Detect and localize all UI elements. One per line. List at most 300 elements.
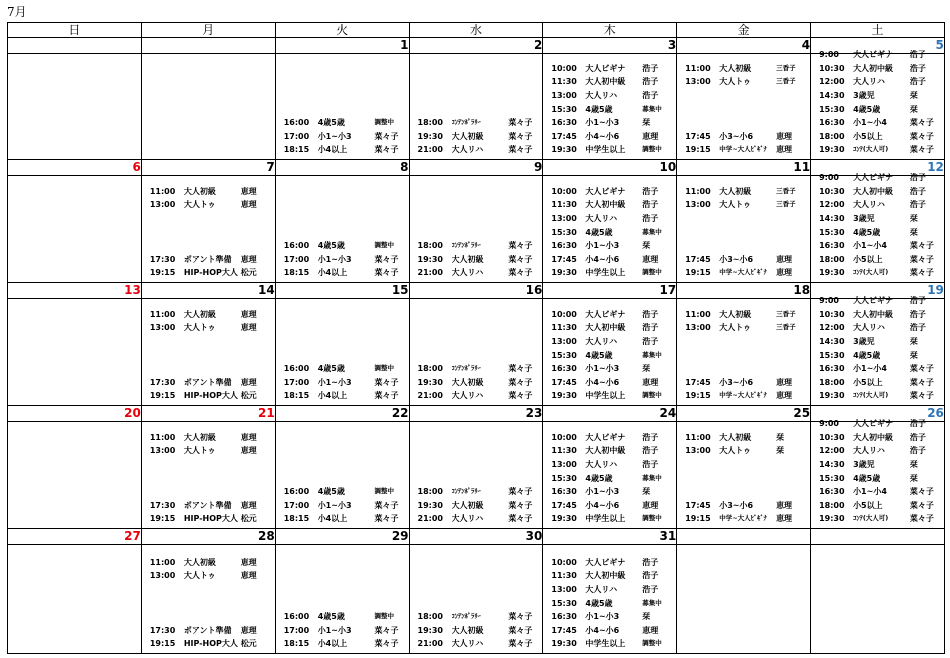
week-body-row: [8, 176, 945, 283]
date-number: 19: [811, 283, 945, 299]
lesson-time: 17:30: [149, 625, 176, 635]
lesson-entry: [276, 253, 409, 267]
day-cell: [811, 545, 945, 654]
lesson-time: [142, 349, 184, 363]
lesson-entry: [410, 362, 543, 376]
lesson-time: 13:00: [685, 446, 711, 456]
lesson-list: [543, 308, 676, 403]
lesson-entry: [410, 266, 543, 280]
lesson-class: 大人初級: [451, 131, 484, 141]
lesson-instructor: 浩子: [909, 432, 926, 442]
lesson-instructor: 菜々子: [508, 639, 533, 649]
lesson-time: 21:00: [417, 145, 443, 155]
lesson-time: 11:30: [551, 446, 577, 456]
lesson-instructor: [241, 362, 275, 376]
lesson-class: 大人初中級: [585, 200, 626, 210]
lesson-class: 大人リハ: [451, 391, 484, 401]
lesson-class: 小1~小3: [317, 377, 352, 387]
weekday-sun: 日: [8, 23, 142, 38]
lesson-entry: [543, 226, 676, 240]
lesson-instructor: 浩子: [642, 446, 659, 456]
lesson-instructor: 菜々子: [508, 500, 533, 510]
lesson-entry: [410, 143, 543, 157]
lesson-class: 大人リハ: [585, 91, 618, 101]
day-cell: [811, 296, 945, 406]
lesson-entry: [677, 62, 810, 76]
lesson-entry: [677, 512, 810, 526]
lesson-entry: [677, 321, 810, 335]
lesson-time: 19:30: [551, 639, 577, 649]
lesson-time: 15:30: [551, 350, 577, 360]
lesson-instructor: 調整中: [642, 639, 662, 648]
date-number: 7: [141, 160, 275, 176]
lesson-list: [410, 116, 543, 157]
date-number: 6: [8, 160, 142, 176]
lesson-time: [677, 485, 719, 499]
lesson-instructor: 栞: [909, 473, 918, 483]
day-cell: [275, 299, 409, 406]
lesson-time: 11:00: [149, 557, 176, 567]
lesson-time: 16:00: [283, 364, 310, 374]
lesson-class: 大人リハ: [585, 337, 618, 347]
lesson-class: 大人リハ: [853, 200, 885, 210]
lesson-list: [142, 556, 275, 651]
lesson-class: [719, 103, 776, 117]
lesson-entry: [142, 389, 275, 403]
lesson-time: 10:00: [551, 432, 577, 442]
weekday-thu: 木: [543, 23, 677, 38]
lesson-time: 18:15: [283, 514, 310, 524]
lesson-class: 中学~大人ﾋﾞｷﾞﾅ: [719, 268, 767, 277]
lesson-entry: [811, 349, 944, 363]
lesson-entry: [142, 458, 275, 472]
lesson-class: [184, 335, 241, 349]
lesson-time: 14:30: [819, 460, 845, 470]
lesson-instructor: 菜々子: [508, 254, 533, 264]
lesson-class: 大人ビギナ: [585, 186, 626, 196]
lesson-entry: [543, 308, 676, 322]
lesson-class: [719, 458, 776, 472]
lesson-instructor: [776, 116, 810, 130]
lesson-time: 17:00: [283, 500, 310, 510]
lesson-entry: [543, 266, 676, 280]
lesson-list: [811, 417, 944, 526]
lesson-instructor: [776, 485, 810, 499]
lesson-entry: [677, 362, 810, 376]
lesson-instructor: 浩子: [909, 173, 926, 183]
lesson-class: 小4以上: [317, 391, 348, 401]
lesson-time: 16:00: [283, 487, 310, 497]
lesson-instructor: [241, 226, 275, 240]
lesson-class: 大人リハ: [585, 214, 618, 224]
lesson-class: 大人初級: [719, 186, 752, 196]
lesson-entry: [142, 239, 275, 253]
lesson-list: [677, 185, 810, 280]
lesson-class: [184, 226, 241, 240]
lesson-entry: [276, 610, 409, 624]
lesson-time: 16:00: [283, 241, 310, 251]
lesson-entry: [543, 610, 676, 624]
week-body-row: [8, 545, 945, 654]
lesson-instructor: 恵理: [776, 254, 793, 264]
lesson-time: 10:30: [819, 186, 845, 196]
lesson-entry: [543, 389, 676, 403]
lesson-entry: [142, 362, 275, 376]
lesson-entry: [811, 335, 944, 349]
lesson-time: 18:00: [417, 487, 443, 497]
lesson-entry: [677, 472, 810, 486]
lesson-class: 大人トゥ: [719, 446, 752, 456]
lesson-time: 10:30: [819, 63, 845, 73]
lesson-time: 17:00: [283, 625, 310, 635]
lesson-entry: [811, 212, 944, 226]
lesson-class: 小4~小6: [585, 377, 620, 387]
lesson-instructor: 栞: [909, 227, 918, 237]
weekday-wed: 水: [409, 23, 543, 38]
lesson-list: [142, 185, 275, 280]
day-cell: [677, 299, 811, 406]
lesson-class: [184, 610, 241, 624]
date-number: 30: [409, 529, 543, 545]
lesson-instructor: 恵理: [240, 309, 257, 319]
lesson-instructor: 調整中: [642, 391, 662, 400]
date-number: 14: [141, 283, 275, 299]
lesson-instructor: 浩子: [642, 200, 659, 210]
lesson-instructor: 浩子: [909, 446, 926, 456]
lesson-time: 17:00: [283, 377, 310, 387]
lesson-class: ｺﾝﾃﾝﾎﾟﾗﾘｰ: [451, 487, 481, 496]
lesson-class: [719, 335, 776, 349]
lesson-time: 18:00: [417, 118, 443, 128]
lesson-class: [184, 212, 241, 226]
lesson-instructor: 浩子: [642, 186, 659, 196]
lesson-class: 大人ビギナ: [853, 173, 894, 183]
lesson-entry: [142, 212, 275, 226]
lesson-instructor: 松元: [240, 391, 257, 401]
lesson-instructor: 調整中: [374, 364, 395, 373]
lesson-time: 19:30: [417, 254, 443, 264]
lesson-class: 大人初級: [451, 377, 484, 387]
lesson-time: 19:15: [685, 514, 711, 524]
lesson-time: 11:00: [149, 186, 176, 196]
lesson-instructor: [241, 335, 275, 349]
lesson-class: 小4以上: [317, 145, 348, 155]
lesson-time: 13:00: [149, 200, 176, 210]
lesson-class: ｺﾝﾃ(大人可): [853, 514, 889, 523]
lesson-instructor: 浩子: [642, 432, 659, 442]
date-number: 25: [677, 406, 811, 422]
lesson-entry: [410, 389, 543, 403]
lesson-class: 小1~小4: [853, 118, 887, 128]
lesson-time: 16:30: [551, 487, 577, 497]
week-body-row: [8, 299, 945, 406]
lesson-class: [184, 485, 241, 499]
lesson-class: 大人初級: [719, 63, 752, 73]
lesson-class: HIP-HOP大人: [183, 391, 238, 401]
lesson-class: 小1~小3: [317, 500, 352, 510]
lesson-time: 17:30: [149, 254, 176, 264]
lesson-entry: [677, 130, 810, 144]
lesson-class: 大人初中級: [585, 446, 626, 456]
lesson-instructor: 菜々子: [508, 241, 533, 251]
day-cell: [543, 54, 677, 160]
lesson-instructor: 菜々子: [909, 131, 934, 141]
lesson-entry: [811, 444, 944, 458]
lesson-time: 15:30: [819, 227, 845, 237]
lesson-time: [677, 226, 719, 240]
lesson-instructor: 恵理: [240, 557, 257, 567]
lesson-class: ｺﾝﾃﾝﾎﾟﾗﾘｰ: [451, 364, 481, 373]
lesson-instructor: [776, 362, 810, 376]
lesson-class: [719, 349, 776, 363]
lesson-time: [677, 362, 719, 376]
lesson-entry: [811, 75, 944, 89]
lesson-time: 13:00: [551, 91, 577, 101]
lesson-list: [142, 431, 275, 526]
lesson-class: [184, 472, 241, 486]
lesson-entry: [543, 349, 676, 363]
lesson-class: 小4~小6: [585, 131, 620, 141]
lesson-class: 大人リハ: [451, 145, 484, 155]
lesson-time: 15:30: [819, 104, 845, 114]
lesson-entry: [142, 597, 275, 611]
lesson-entry: [677, 335, 810, 349]
lesson-time: 13:00: [685, 77, 711, 87]
lesson-instructor: 菜々子: [909, 487, 934, 497]
lesson-list: [276, 485, 409, 526]
lesson-entry: [142, 583, 275, 597]
lesson-time: 19:15: [685, 145, 711, 155]
lesson-time: [677, 89, 719, 103]
lesson-entry: [677, 239, 810, 253]
lesson-entry: [543, 335, 676, 349]
lesson-entry: [543, 556, 676, 570]
lesson-instructor: 栞: [909, 350, 918, 360]
lesson-instructor: 浩子: [642, 571, 659, 581]
lesson-time: 16:30: [819, 364, 845, 374]
lesson-time: 13:00: [149, 571, 176, 581]
lesson-time: 11:00: [685, 186, 711, 196]
lesson-time: 12:00: [819, 77, 845, 87]
lesson-time: 17:30: [149, 377, 176, 387]
lesson-class: 大人初級: [183, 557, 216, 567]
lesson-instructor: 菜々子: [374, 145, 399, 155]
lesson-time: 9:00: [819, 296, 839, 306]
lesson-time: 19:15: [149, 639, 176, 649]
lesson-entry: [677, 499, 810, 513]
lesson-list: [142, 308, 275, 403]
lesson-instructor: 菜々子: [909, 145, 934, 155]
lesson-time: 16:00: [283, 118, 310, 128]
lesson-class: 大人初中級: [853, 432, 894, 442]
lesson-time: 19:30: [551, 268, 577, 278]
lesson-instructor: 菜々子: [508, 131, 533, 141]
lesson-instructor: 浩子: [642, 337, 659, 347]
lesson-entry: [811, 266, 944, 280]
lesson-entry: [276, 512, 409, 526]
lesson-list: [543, 431, 676, 526]
lesson-time: 12:00: [819, 323, 845, 333]
lesson-instructor: [241, 349, 275, 363]
lesson-class: 中学生以上: [585, 145, 626, 155]
lesson-class: 4歳5歳: [853, 473, 881, 483]
lesson-instructor: 三香子: [776, 200, 796, 209]
date-number: 3: [543, 38, 677, 54]
lesson-class: 4歳5歳: [317, 364, 345, 374]
lesson-time: 18:15: [283, 639, 310, 649]
lesson-list: [410, 239, 543, 280]
lesson-entry: [543, 472, 676, 486]
lesson-entry: [142, 556, 275, 570]
lesson-instructor: 三香子: [776, 77, 796, 86]
lesson-class: 大人初級: [719, 309, 752, 319]
lesson-list: [677, 308, 810, 403]
lesson-time: 16:30: [819, 118, 845, 128]
date-number: 13: [8, 283, 142, 299]
lesson-class: 大人リハ: [451, 639, 484, 649]
lesson-entry: [276, 499, 409, 513]
date-number: [8, 38, 142, 54]
lesson-instructor: 浩子: [642, 323, 659, 333]
lesson-instructor: 浩子: [642, 309, 659, 319]
lesson-time: 17:45: [551, 500, 577, 510]
lesson-class: ｺﾝﾃﾝﾎﾟﾗﾘｰ: [451, 241, 481, 250]
lesson-class: HIP-HOP大人: [183, 514, 238, 524]
lesson-entry: [543, 485, 676, 499]
lesson-class: 大人トゥ: [183, 571, 216, 581]
lesson-time: 19:30: [819, 268, 845, 278]
lesson-instructor: [241, 583, 275, 597]
lesson-class: 大人初中級: [585, 571, 626, 581]
lesson-entry: [142, 610, 275, 624]
lesson-instructor: 菜々子: [374, 625, 399, 635]
lesson-instructor: 恵理: [240, 446, 257, 456]
lesson-class: 小5以上: [853, 377, 883, 387]
lesson-class: 大人初中級: [853, 63, 894, 73]
lesson-class: 中学生以上: [585, 268, 626, 278]
lesson-entry: [142, 266, 275, 280]
lesson-entry: [142, 624, 275, 638]
day-cell: [275, 54, 409, 160]
lesson-entry: [677, 266, 810, 280]
date-number: 4: [677, 38, 811, 54]
lesson-time: 9:00: [819, 50, 839, 60]
lesson-class: 大人リハ: [853, 446, 885, 456]
lesson-time: [677, 103, 719, 117]
day-cell: [543, 299, 677, 406]
lesson-class: 中学~大人ﾋﾞｷﾞﾅ: [719, 391, 767, 400]
lesson-instructor: 浩子: [642, 585, 659, 595]
lesson-class: 大人ビギナ: [853, 50, 894, 60]
lesson-entry: [543, 253, 676, 267]
lesson-instructor: 浩子: [642, 91, 659, 101]
lesson-instructor: 菜々子: [508, 377, 533, 387]
lesson-entry: [142, 198, 275, 212]
date-number: 5: [811, 38, 945, 54]
day-cell: [8, 422, 142, 529]
lesson-class: [719, 239, 776, 253]
lesson-instructor: [776, 335, 810, 349]
lesson-time: 12:00: [819, 200, 845, 210]
lesson-instructor: 松元: [240, 514, 257, 524]
lesson-class: 大人トゥ: [719, 323, 752, 333]
lesson-instructor: [241, 239, 275, 253]
lesson-instructor: [776, 458, 810, 472]
lesson-time: 16:30: [819, 487, 845, 497]
lesson-entry: [811, 239, 944, 253]
lesson-class: [719, 89, 776, 103]
lesson-class: 小1~小3: [585, 487, 620, 497]
lesson-entry: [677, 75, 810, 89]
lesson-entry: [811, 308, 944, 322]
lesson-class: 4歳5歳: [317, 487, 345, 497]
day-cell: [8, 176, 142, 283]
lesson-time: 15:30: [551, 227, 577, 237]
lesson-list: [276, 362, 409, 403]
lesson-class: 3歳児: [853, 460, 875, 470]
lesson-class: 小1~小3: [585, 612, 620, 622]
lesson-class: 4歳5歳: [853, 104, 881, 114]
lesson-instructor: 恵理: [240, 254, 257, 264]
lesson-entry: [410, 116, 543, 130]
lesson-entry: [142, 637, 275, 651]
lesson-class: 大人ビギナ: [585, 309, 626, 319]
lesson-class: 4歳5歳: [317, 118, 345, 128]
lesson-instructor: 栞: [642, 364, 651, 374]
lesson-instructor: 調整中: [374, 118, 395, 127]
lesson-entry: [677, 198, 810, 212]
lesson-time: 17:30: [149, 500, 176, 510]
week-date-row: [8, 283, 945, 299]
lesson-time: [677, 335, 719, 349]
lesson-instructor: 菜々子: [374, 268, 399, 278]
lesson-class: 小1~小3: [585, 118, 620, 128]
lesson-class: 大人初中級: [585, 77, 626, 87]
lesson-class: 中学生以上: [585, 639, 626, 649]
lesson-instructor: 調整中: [642, 514, 662, 523]
lesson-entry: [677, 226, 810, 240]
lesson-instructor: 菜々子: [508, 625, 533, 635]
lesson-entry: [677, 308, 810, 322]
date-number: 12: [811, 160, 945, 176]
lesson-time: 18:00: [417, 241, 443, 251]
lesson-list: [811, 294, 944, 403]
lesson-time: 17:45: [551, 625, 577, 635]
lesson-time: 13:00: [551, 337, 577, 347]
lesson-instructor: 恵理: [240, 377, 257, 387]
lesson-list: [677, 62, 810, 157]
day-cell: [409, 545, 543, 654]
date-number: 10: [543, 160, 677, 176]
lesson-class: 小4以上: [317, 639, 348, 649]
lesson-instructor: 栞: [909, 104, 918, 114]
lesson-instructor: 菜々子: [508, 391, 533, 401]
lesson-entry: [276, 239, 409, 253]
lesson-instructor: 菜々子: [508, 268, 533, 278]
lesson-class: 小1~小3: [317, 131, 352, 141]
lesson-entry: [543, 212, 676, 226]
lesson-time: 17:45: [685, 131, 711, 141]
lesson-entry: [276, 485, 409, 499]
lesson-entry: [276, 389, 409, 403]
lesson-class: 中学生以上: [585, 514, 626, 524]
lesson-class: 大人ビギナ: [853, 296, 894, 306]
lesson-class: 4歳5歳: [853, 227, 881, 237]
lesson-entry: [543, 444, 676, 458]
lesson-instructor: 恵理: [240, 323, 257, 333]
lesson-time: 16:00: [283, 612, 310, 622]
lesson-time: 18:15: [283, 268, 310, 278]
